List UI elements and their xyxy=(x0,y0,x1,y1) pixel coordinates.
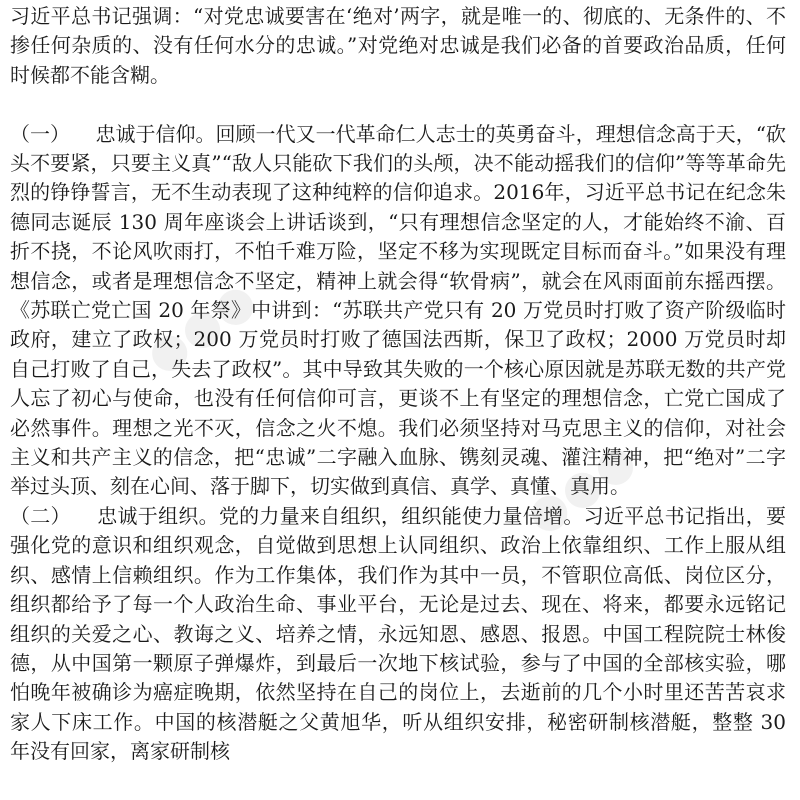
paragraph-gap xyxy=(10,90,786,119)
section-two-paragraph: （二） 忠诚于组织。党的力量来自组织，组织能使力量倍增。习近平总书记指出，要强化党的意识和组织观念，自觉做到思想上认同组织、政治上依靠组织、工作上服从组织、感情上信赖组织。作为工作集体，我们作为其中一员，不管职位高低、岗位区分，组织都给予了每一个人政治生命、事业平台，无论是过去、现在、将来，都要永远铭记组织的关爱之心、教诲之义、培养之情，永远知恩、感恩、报恩。中国工程院院士林俊德，从中国第一颗原子弹爆炸，到最后一次地下核试验，参与了中国的全部核实验，哪怕晚年被确诊为癌症晚期，依然坚持在自己的岗位上，去逝前的几个小时里还苦苦哀求家人下床工作。中国的核潜艇之父黄旭华，听从组织安排，秘密研制核潜艇，整整 30 年没有回家，离家研制核 xyxy=(10,503,793,764)
intro-paragraph: 习近平总书记强调：“对党忠诚要害在‘绝对’两字，就是唯一的、彻底的、无条件的、不掺任何杂质的、没有任何水分的忠诚。”对党绝对忠诚是我们必备的首要政治品质，任何时候都不能含糊。 xyxy=(10,4,786,87)
watermark: ●●● xyxy=(515,430,646,544)
document-body xyxy=(10,2,793,767)
section-one-paragraph: （一） 忠诚于信仰。回顾一代又一代革命仁人志士的英勇奋斗，理想信念高于天，“砍头不要紧，只要主义真”“敌人只能砍下我们的头颅，决不能动摇我们的信仰”等等革命先烈的铮铮誓言，无不生动表现了这种纯粹的信仰追求。2016年，习近平总书记在纪念朱德同志诞辰 130 周年座谈会上讲话谈到，“只有理想信念坚定的人，才能始终不渝、百折不挠，不论风吹雨打，不怕千难万险，坚定不移为实现既定目标而奋斗。”如果没有理想信念，或者是理想信念不坚定，精神上就会得“软骨病”，就会在风雨面前东摇西摆。《苏联亡党亡国 20 年祭》中讲到：“苏联共产党只有 20 万党员时打败了资产阶级临时政府，建立了政权；200 万党员时打败了德国法西斯，保卫了政权；2000 万党员时却自己打败了自己，失去了政权”。其中导致其失败的一个核心原因就是苏联无数的共产党人忘了初心与使命，也没有任何信仰可言，更谈不上有坚定的理想信念，亡党亡国成了必然事件。理想之光不灭，信念之火不熄。我们必须坚持对马克思主义的信仰，对社会主义和共产主义的信念，把“忠诚”二字融入血脉、镌刻灵魂、灌注精神，把“绝对”二字举过头顶、刻在心间、落于脚下，切实做到真信、真学、真懂、真用。 xyxy=(10,121,786,499)
watermark: ●●● xyxy=(135,270,266,384)
